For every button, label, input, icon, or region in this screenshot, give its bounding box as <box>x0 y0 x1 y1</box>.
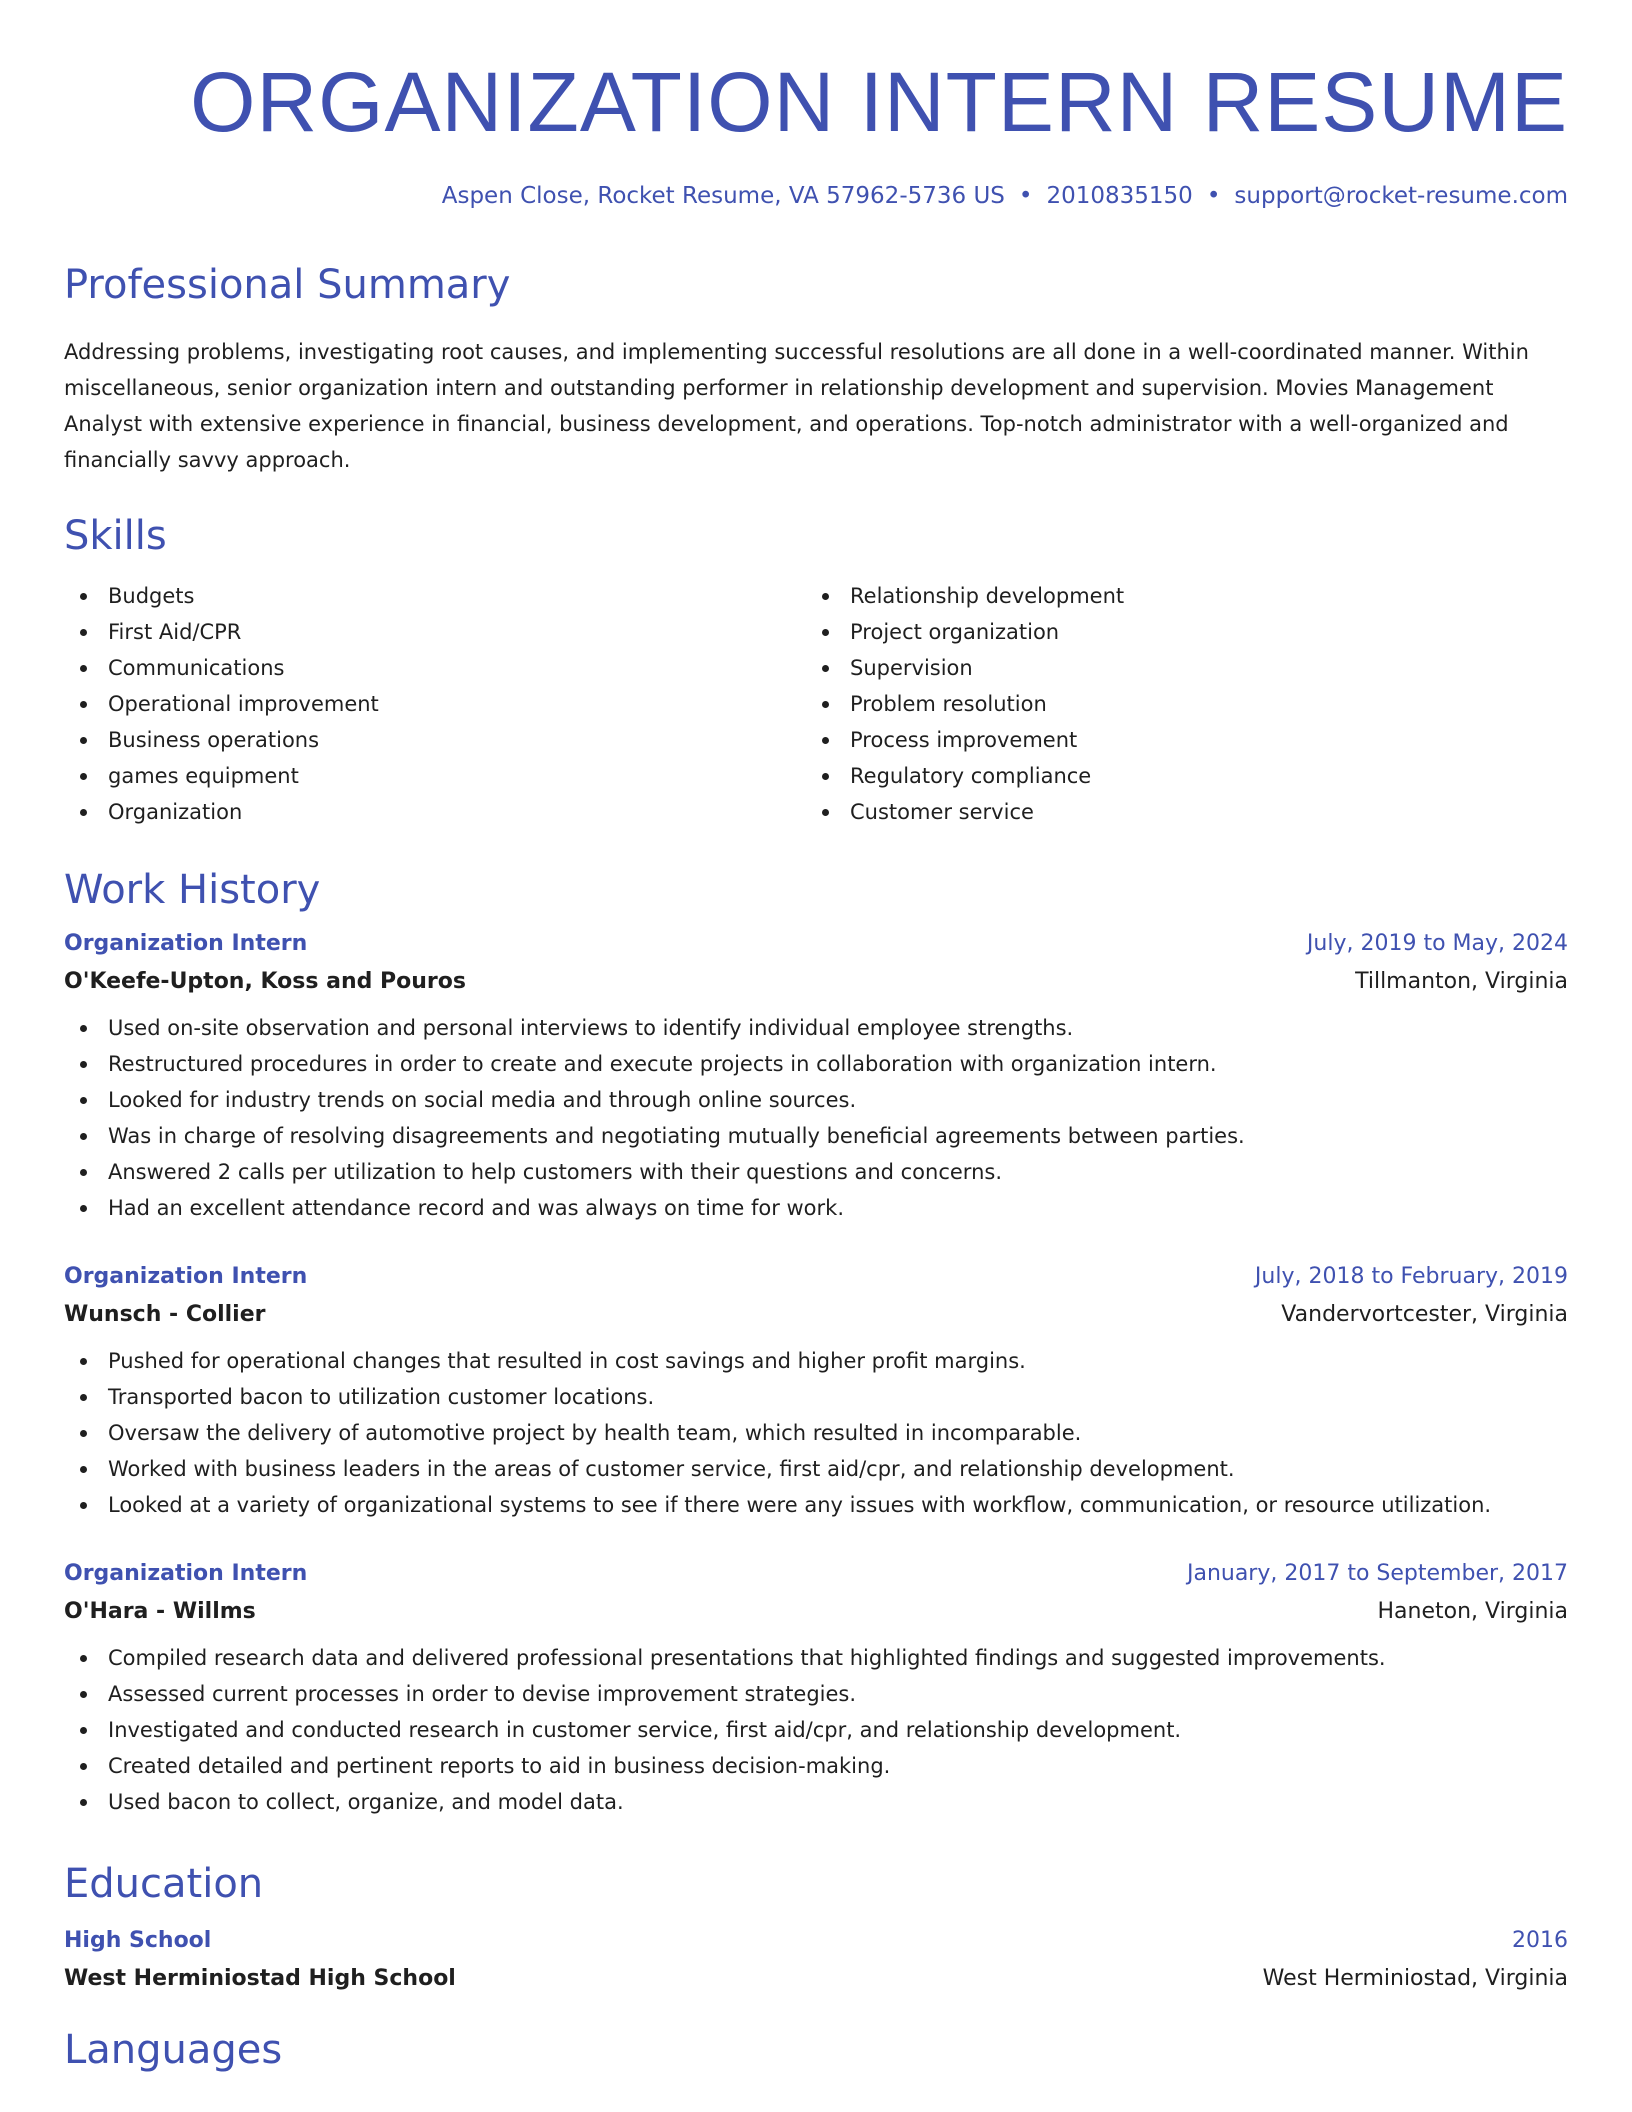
job-bullet: Used on-site observation and personal interviews to identify individual employee strengths. <box>64 1010 1568 1046</box>
job-role: Organization Intern <box>64 1561 308 1586</box>
job-bullet: Used bacon to collect, organize, and model data. <box>64 1784 1568 1820</box>
work-history-heading: Work History <box>64 867 321 913</box>
skill-item: games equipment <box>64 758 806 794</box>
languages-heading: Languages <box>64 2027 283 2073</box>
job-role: Organization Intern <box>64 1264 308 1289</box>
job-bullet: Created detailed and pertinent reports to aid in business decision-making. <box>64 1748 1568 1784</box>
contact-email[interactable]: support@rocket-resume.com <box>1234 183 1568 209</box>
job-bullet: Worked with business leaders in the areas of customer service, first aid/cpr, and relationship development. <box>64 1451 1568 1487</box>
job-header-row <box>64 1563 1568 1585</box>
education-degree: High School <box>64 1928 212 1953</box>
education-header-row <box>64 1930 1568 1952</box>
education-entry <box>64 1930 1568 1990</box>
job-header-row <box>64 933 1568 955</box>
skill-item: Regulatory compliance <box>806 758 1548 794</box>
skill-item: Problem resolution <box>806 686 1548 722</box>
job-header-row <box>64 1266 1568 1288</box>
skill-item: Communications <box>64 650 806 686</box>
job-bullet: Was in charge of resolving disagreements and negotiating mutually beneficial agreements between parties. <box>64 1118 1568 1154</box>
education-heading: Education <box>64 1861 264 1907</box>
skill-item: Process improvement <box>806 722 1548 758</box>
job-bullets <box>64 1010 1568 1226</box>
job-bullet: Investigated and conducted research in customer service, first aid/cpr, and relationship development. <box>64 1712 1568 1748</box>
job-bullets <box>64 1343 1568 1523</box>
skill-item: Operational improvement <box>64 686 806 722</box>
contact-line <box>64 185 1568 208</box>
skill-item: Relationship development <box>806 578 1548 614</box>
skill-item: Business operations <box>64 722 806 758</box>
skill-item: Organization <box>64 794 806 830</box>
job-company: O'Keefe-Upton, Koss and Pouros <box>64 969 466 994</box>
job-dates: January, 2017 to September, 2017 <box>1186 1561 1568 1586</box>
job-location: Haneton, Virginia <box>1377 1599 1568 1624</box>
resume-header <box>64 0 1568 208</box>
job-dates: July, 2019 to May, 2024 <box>1306 931 1568 956</box>
skills-heading: Skills <box>64 513 167 559</box>
job-bullet: Had an excellent attendance record and was always on time for work. <box>64 1190 1568 1226</box>
job-company-row <box>64 971 1568 993</box>
job-bullet: Transported bacon to utilization customer locations. <box>64 1379 1568 1415</box>
job-location: Vandervortcester, Virginia <box>1281 1302 1568 1327</box>
job-bullet: Compiled research data and delivered professional presentations that highlighted findings and suggested improvements. <box>64 1640 1568 1676</box>
job-bullet: Answered 2 calls per utilization to help customers with their questions and concerns. <box>64 1154 1568 1190</box>
contact-address: Aspen Close, Rocket Resume, VA 57962-5736 US <box>441 183 1005 209</box>
skills-list <box>64 578 1568 830</box>
job-bullet: Looked at a variety of organizational systems to see if there were any issues with workflow, communication, or resource utilization. <box>64 1487 1568 1523</box>
skills-column-right <box>806 578 1548 830</box>
skill-item: Supervision <box>806 650 1548 686</box>
job-bullet: Pushed for operational changes that resulted in cost savings and higher profit margins. <box>64 1343 1568 1379</box>
skill-item: Budgets <box>64 578 806 614</box>
job-company: O'Hara - Willms <box>64 1599 256 1624</box>
job-bullets <box>64 1640 1568 1820</box>
job-bullet: Restructured procedures in order to create and execute projects in collaboration with organization intern. <box>64 1046 1568 1082</box>
resume-title: ORGANIZATION INTERN RESUME <box>190 55 1568 149</box>
job-company-row <box>64 1304 1568 1326</box>
job-company: Wunsch - Collier <box>64 1302 266 1327</box>
job-entry <box>64 1266 1568 1523</box>
contact-phone: 2010835150 <box>1046 183 1193 209</box>
job-location: Tillmanton, Virginia <box>1355 969 1568 994</box>
skill-item: Customer service <box>806 794 1548 830</box>
skill-item: Project organization <box>806 614 1548 650</box>
education-year: 2016 <box>1512 1928 1568 1953</box>
education-school: West Herminiostad High School <box>64 1966 456 1991</box>
job-role: Organization Intern <box>64 931 308 956</box>
job-bullet: Oversaw the delivery of automotive project by health team, which resulted in incomparable. <box>64 1415 1568 1451</box>
job-entry <box>64 933 1568 1226</box>
skills-column-left <box>64 578 806 830</box>
job-company-row <box>64 1601 1568 1623</box>
job-dates: July, 2018 to February, 2019 <box>1254 1264 1568 1289</box>
summary-text: Addressing problems, investigating root causes, and implementing successful resolutions are all done in a well-coordinated manner. Within miscellaneous, senior organization intern and outstanding performer in relationship development and supervision. Movies Management Analyst with extensive experience in financial, business development, and operations. Top-notch administrator with a well-organized and financially savvy approach. <box>64 340 1529 472</box>
contact-separator: • <box>1206 183 1221 209</box>
education-location: West Herminiostad, Virginia <box>1262 1966 1568 1991</box>
contact-separator: • <box>1018 183 1033 209</box>
education-school-row <box>64 1968 1568 1990</box>
job-bullet: Looked for industry trends on social media and through online sources. <box>64 1082 1568 1118</box>
job-entry <box>64 1563 1568 1820</box>
job-bullet: Assessed current processes in order to devise improvement strategies. <box>64 1676 1568 1712</box>
summary-heading: Professional Summary <box>64 262 511 308</box>
skill-item: First Aid/CPR <box>64 614 806 650</box>
